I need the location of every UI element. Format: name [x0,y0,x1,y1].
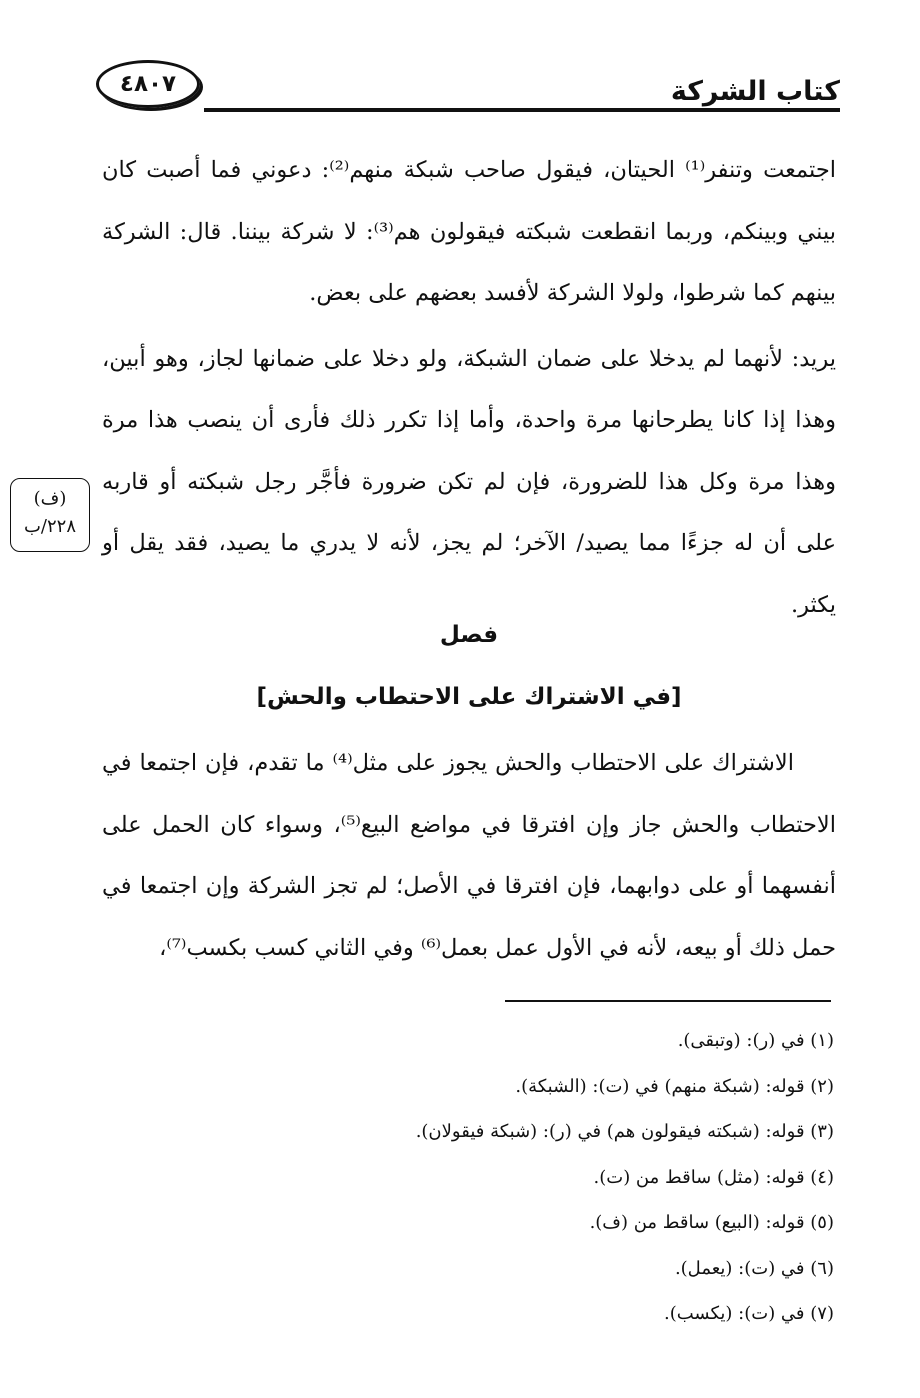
paragraph-1: اجتمعت وتنفر⁽¹⁾ الحيتان، فيقول صاحب شبكة منهم⁽²⁾: دعوني فما أصبت كان بيني وبينكم، وربما انقطعت شبكته فيقولون هم⁽³⁾: لا شركة بيننا. قال: الشركة بينهم كما شرطوا، ولولا الشركة لأفسد بعضهم على بعض. [102,157,836,306]
folio-source: (ف) [33,488,67,509]
footnote-7: (٧) في (ت): (يكسب). [663,1303,834,1324]
footnote-4: (٤) قوله: (مثل) ساقط من (ت). [593,1166,834,1188]
footnotes-list [100,1018,834,1337]
footnote-5: (٥) قوله: (البيع) ساقط من (ف). [589,1212,834,1233]
header-rule [204,108,840,112]
manuscript-folio-note [10,478,90,552]
page-number-badge: ٤٨٠٧ [96,60,200,108]
book-title: كتاب الشركة [670,76,840,107]
running-header [96,58,840,120]
footnote-3: (٣) قوله: (شبكته فيقولون هم) في (ر): (شبكة فيقولان). [415,1121,834,1142]
section-subheading: [في الاشتراك على الاحتطاب والحش] [256,684,682,710]
body-text-section [102,733,836,979]
footnote-separator [505,1000,831,1002]
footnote-6: (٦) في (ت): (يعمل). [674,1257,834,1279]
paragraph-3: الاشتراك على الاحتطاب والحش يجوز على مثل⁽⁴⁾ ما تقدم، فإن اجتمعا في الاحتطاب والحش جاز وإن افترقا في مواضع البيع⁽⁵⁾، وسواء كان الحمل على أنفسهما أو على دوابهما، فإن افترقا في الأصل؛ لم تجز الشركة وإن اجتمعا في حمل ذلك أو بيعه، لأنه في الأول عمل بعمل⁽⁶⁾ وفي الثاني كسب بكسب⁽⁷⁾، [102,750,836,961]
folio-number: ٢٢٨/ب [23,516,77,537]
section-heading: فصل [439,622,499,648]
footnote-1: (١) في (ر): (وتبقى). [677,1030,834,1051]
footnote-2: (٢) قوله: (شبكة منهم) في (ت): (الشبكة). [515,1075,834,1097]
paragraph-2: يريد: لأنهما لم يدخلا على ضمان الشبكة، ولو دخلا على ضمانها لجاز، وهو أبين، وهذا إذا كانا يطرحانها مرة واحدة، وأما إذا تكرر ذلك فأرى أن ينصب هذا مرة وهذا مرة وكل هذا للضرورة، فإن لم تكن ضرورة فأجَّر رجل شبكته أو قاربه على أن له جزءًا مما يصيد/ الآخر؛ لم يجز، لأنه لا يدري ما يصيد، فقد يقل أو يكثر. [102,345,836,618]
body-text-top [102,140,836,636]
